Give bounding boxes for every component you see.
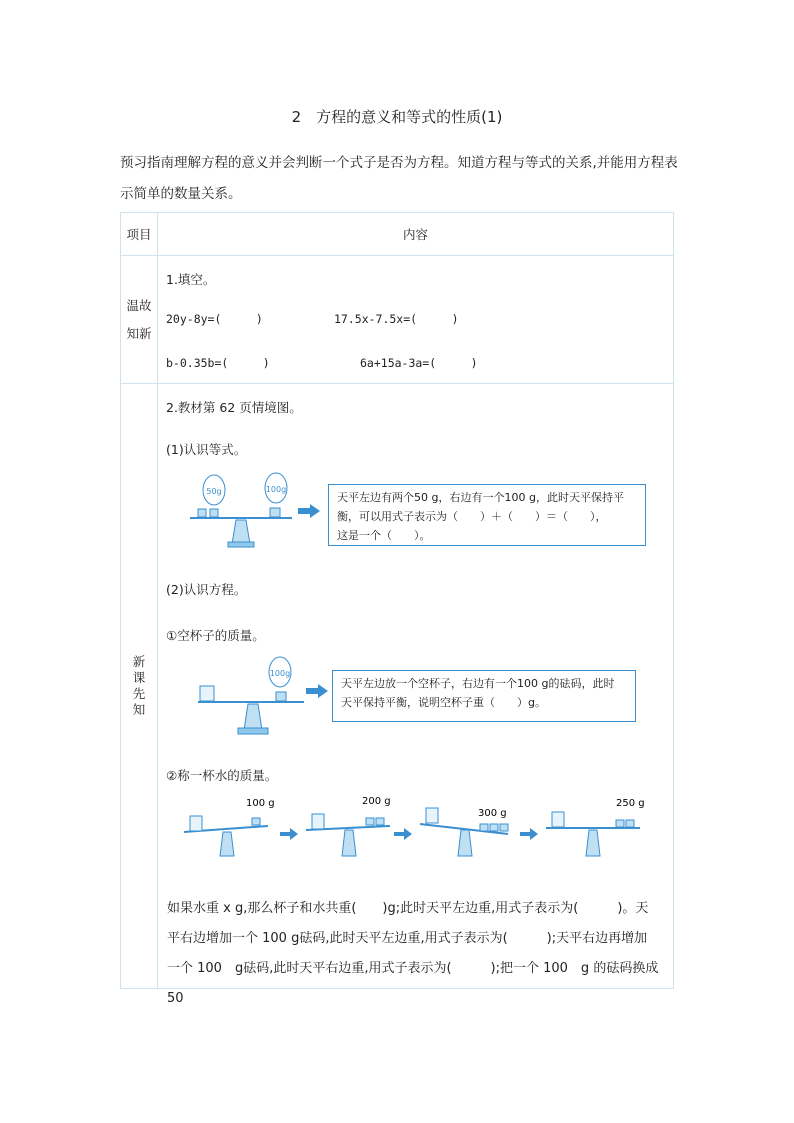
content-table: [120, 212, 674, 1006]
svg-text:100 g: 100 g: [246, 798, 275, 809]
header-item: 项目: [121, 213, 158, 256]
svg-text:50g: 50g: [206, 487, 222, 496]
question-2: 2.教材第 62 页情境图。: [166, 400, 302, 415]
empty-cup-explanation-box: 天平左边放一个空杯子，右边有一个100 g的砝码，此时 天平保持平衡，说明空杯子重（ ）g。: [332, 670, 636, 722]
arrow-right-icon: [394, 828, 412, 840]
svg-text:300 g: 300 g: [478, 808, 507, 819]
svg-text:100g: 100g: [265, 485, 287, 494]
review-cell: [158, 256, 673, 383]
header-content: 内容: [158, 213, 674, 256]
svg-text:250 g: 250 g: [616, 798, 645, 809]
balance-scale-cup-icon: [194, 656, 308, 736]
arrow-right-icon: [520, 828, 538, 840]
expression-1: 20y-8y=( ): [166, 312, 263, 326]
row-label-new-lesson: 新 课 先 知: [132, 654, 146, 717]
section-recognize-equality: (1)认识等式。: [166, 442, 247, 457]
four-balance-scales-icon: [182, 796, 662, 864]
section-recognize-equation: (2)认识方程。: [166, 582, 247, 597]
arrow-right-icon: [280, 828, 298, 840]
question-1: 1.填空。: [166, 272, 216, 287]
cup-of-water-mass: ②称一杯水的质量。: [166, 768, 278, 783]
svg-text:100g: 100g: [269, 669, 291, 678]
water-weight-question: 如果水重 x g,那么杯子和水共重( )g;此时天平左边重,用式子表示为( )。天 平右边增加一个 100 g砝码,此时天平左边重,用式子表示为( );天平右边再增加 一个 100 g砝码,此时天平右边重,用式子表示为( );把一个 100 g 的砝码换成50: [167, 901, 659, 1006]
empty-cup-mass: ①空杯子的质量。: [166, 628, 265, 643]
equality-explanation-box: 天平左边有两个50 g，右边有一个100 g，此时天平保持平 衡，可以用式子表示为（ ）＋（ ）＝（ ）， 这是一个（ ）。: [328, 484, 646, 546]
preview-guide: 预习指南理解方程的意义并会判断一个式子是否为方程。知道方程与等式的关系,并能用方程表示简单的数量关系。: [120, 155, 678, 202]
balance-scale-equal-icon: [186, 472, 296, 548]
arrow-right-icon: [298, 504, 320, 518]
page-title: 2 方程的意义和等式的性质(1): [291, 108, 503, 126]
expression-4: 6a+15a-3a=( ): [360, 356, 478, 370]
expression-3: b-0.35b=( ): [166, 356, 270, 370]
arrow-right-icon: [306, 684, 328, 698]
svg-text:200 g: 200 g: [362, 796, 391, 807]
row-label-review: 温故 知新: [126, 297, 152, 341]
expression-2: 17.5x-7.5x=( ): [334, 312, 459, 326]
new-lesson-cell: [158, 384, 673, 1006]
